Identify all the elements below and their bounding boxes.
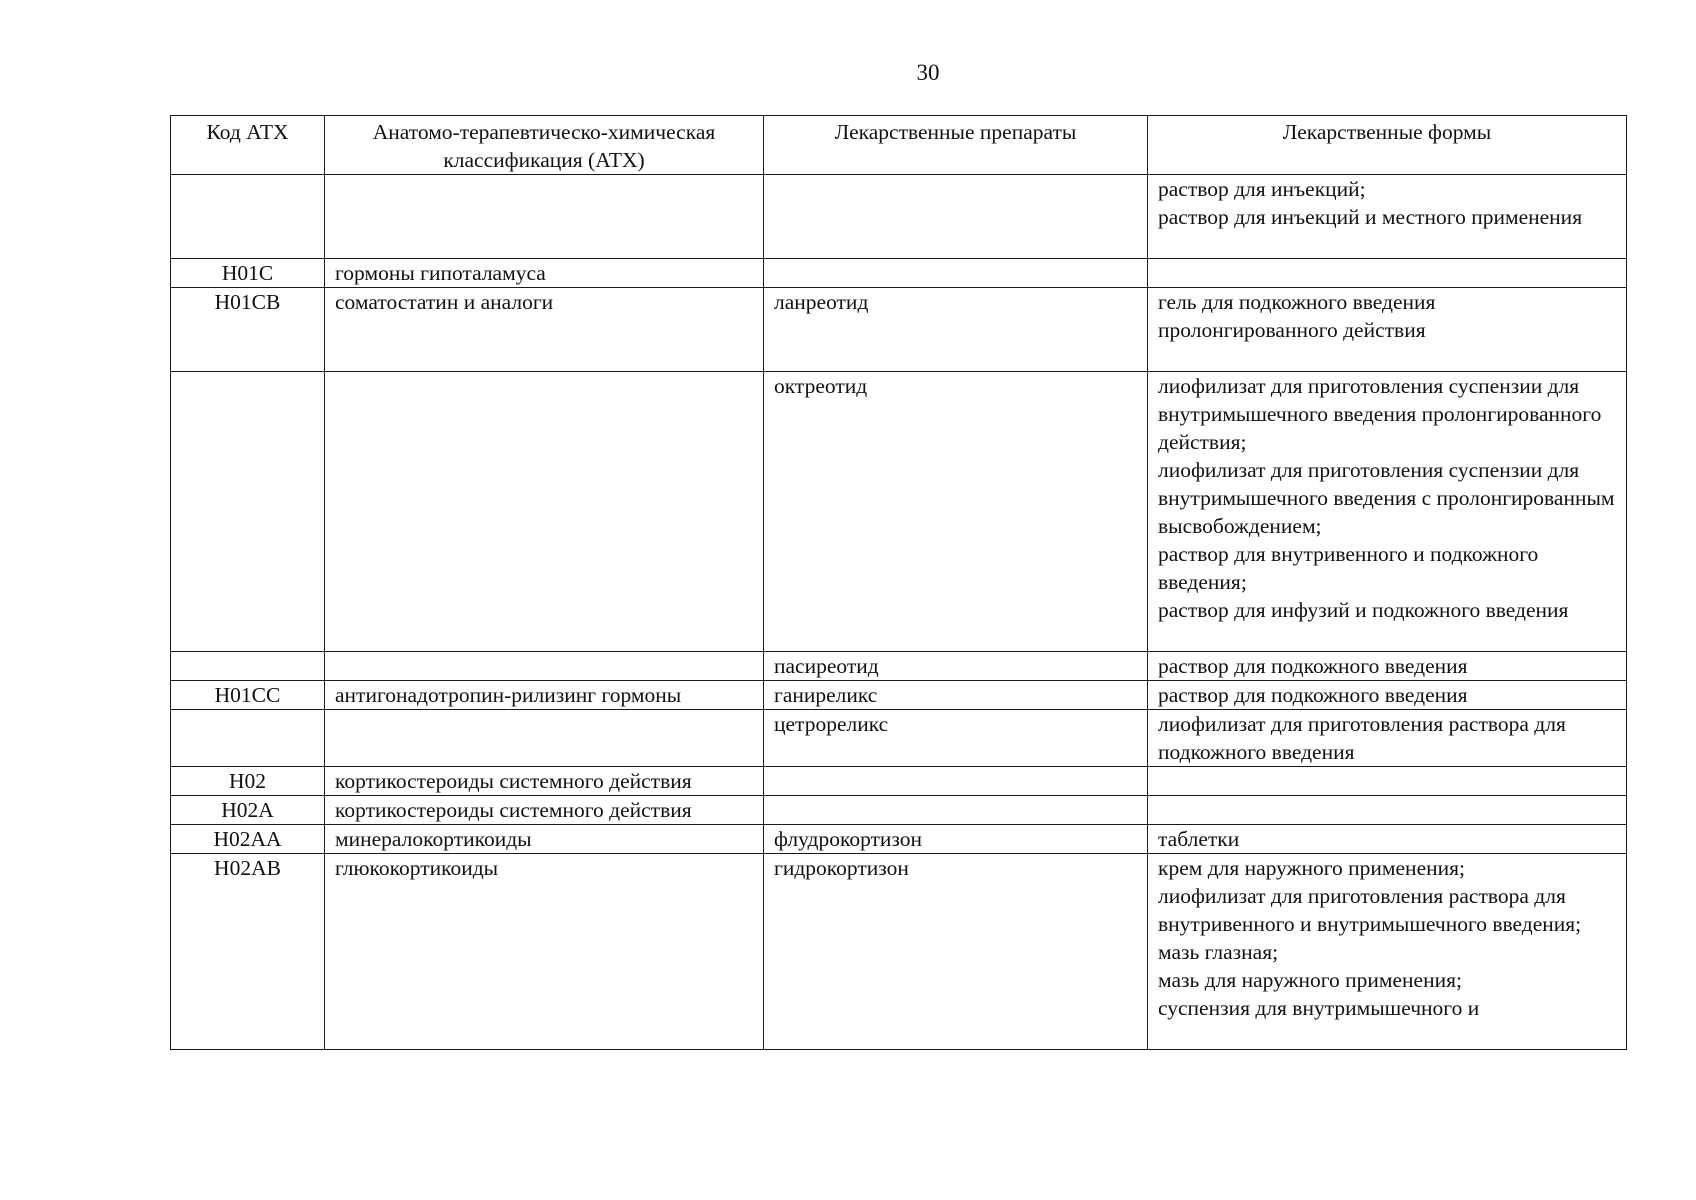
table-row — [171, 767, 1627, 796]
table-row — [171, 854, 1627, 1050]
forms-cell: раствор для инъекций; раствор для инъекций и местного применения — [1148, 175, 1627, 259]
forms-cell: лиофилизат для приготовления раствора для подкожного введения — [1148, 710, 1627, 767]
classification-cell: кортикостероиды системного действия — [325, 767, 764, 796]
atc-code-cell: H01CB — [171, 288, 325, 372]
classification-cell: минералокортикоиды — [325, 825, 764, 854]
forms-cell — [1148, 767, 1627, 796]
forms-cell: крем для наружного применения; лиофилизат для приготовления раствора для внутривенного и внутримышечного введения; мазь глазная; мазь для наружного применения; суспензия для внутримышечного и — [1148, 854, 1627, 1050]
table-row — [171, 681, 1627, 710]
atc-code-cell: H02 — [171, 767, 325, 796]
forms-cell: лиофилизат для приготовления суспензии для внутримышечного введения пролонгированного действия; лиофилизат для приготовления суспензии для внутримышечного введения с пролонгированным высвобождением; раствор для внутривенного и подкожного введения; раствор для инфузий и подкожного введения — [1148, 372, 1627, 652]
atc-code-cell — [171, 710, 325, 767]
classification-cell: гормоны гипоталамуса — [325, 259, 764, 288]
atc-code-cell: H02AA — [171, 825, 325, 854]
drug-cell: пасиреотид — [764, 652, 1148, 681]
classification-cell — [325, 710, 764, 767]
forms-cell: раствор для подкожного введения — [1148, 652, 1627, 681]
drug-cell: ланреотид — [764, 288, 1148, 372]
forms-cell: раствор для подкожного введения — [1148, 681, 1627, 710]
atc-code-cell: H01CC — [171, 681, 325, 710]
drug-cell: гидрокортизон — [764, 854, 1148, 1050]
classification-cell: соматостатин и аналоги — [325, 288, 764, 372]
atc-code-cell — [171, 372, 325, 652]
header-atc-classification: Анатомо-терапевтическо-химическая классификация (АТХ) — [325, 116, 764, 175]
forms-cell: гель для подкожного введения пролонгированного действия — [1148, 288, 1627, 372]
atc-code-cell: H01C — [171, 259, 325, 288]
drug-cell: ганиреликс — [764, 681, 1148, 710]
drug-cell — [764, 796, 1148, 825]
table-row — [171, 175, 1627, 259]
drug-cell: октреотид — [764, 372, 1148, 652]
atc-code-cell — [171, 175, 325, 259]
forms-cell — [1148, 259, 1627, 288]
classification-cell: глюкокортикоиды — [325, 854, 764, 1050]
header-dosage-forms: Лекарственные формы — [1148, 116, 1627, 175]
table-row — [171, 710, 1627, 767]
classification-cell: кортикостероиды системного действия — [325, 796, 764, 825]
classification-cell — [325, 175, 764, 259]
forms-cell: таблетки — [1148, 825, 1627, 854]
drug-cell: цетрореликс — [764, 710, 1148, 767]
drug-cell — [764, 175, 1148, 259]
table-row — [171, 372, 1627, 652]
atc-code-cell: H02AB — [171, 854, 325, 1050]
header-drugs: Лекарственные препараты — [764, 116, 1148, 175]
table-row — [171, 259, 1627, 288]
forms-cell — [1148, 796, 1627, 825]
table-row — [171, 652, 1627, 681]
drug-cell: флудрокортизон — [764, 825, 1148, 854]
drug-cell — [764, 767, 1148, 796]
table-row — [171, 796, 1627, 825]
atc-code-cell — [171, 652, 325, 681]
table-row — [171, 288, 1627, 372]
page-number: 30 — [916, 60, 940, 85]
drug-cell — [764, 259, 1148, 288]
classification-cell: антигонадотропин-рилизинг гормоны — [325, 681, 764, 710]
classification-cell — [325, 652, 764, 681]
header-atc-code: Код АТХ — [171, 116, 325, 175]
classification-cell — [325, 372, 764, 652]
atc-code-cell: H02A — [171, 796, 325, 825]
table-header-row — [171, 116, 1627, 175]
atc-drug-table — [170, 115, 1627, 1050]
table-row — [171, 825, 1627, 854]
